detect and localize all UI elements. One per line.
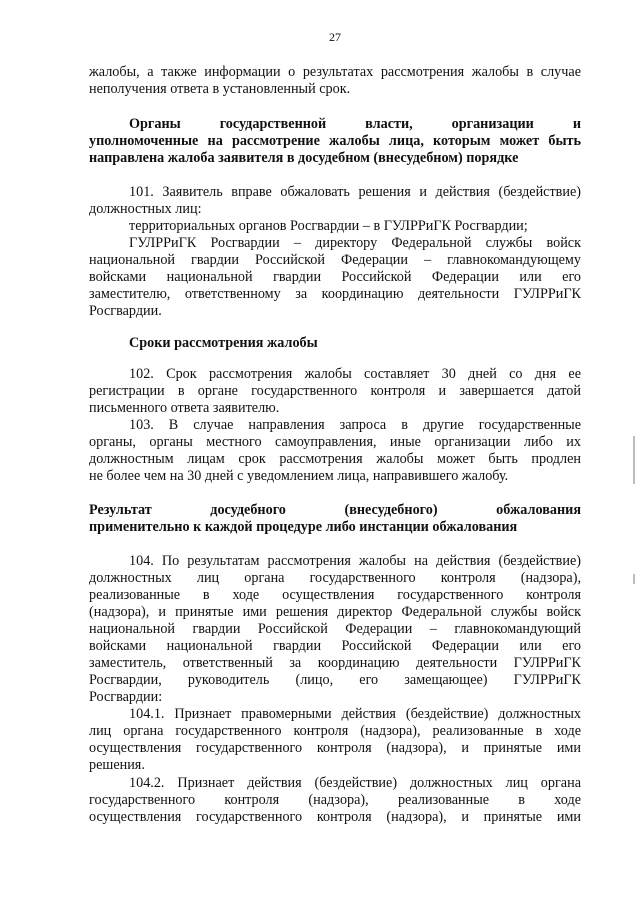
- paragraph-line: 104. По результатам рассмотрения жалобы на действия (бездействие): [129, 553, 581, 569]
- paragraph-line: осуществления государственного контроля (надзора), и принятые ими: [89, 740, 581, 756]
- section-heading-line: Органы государственной власти, организации и: [129, 116, 581, 132]
- paragraph-line: 104.2. Признает действия (бездействие) должностных лиц органа: [129, 775, 581, 791]
- paragraph-line: ГУЛРРиГК Росгвардии – директору Федеральной службы войск: [129, 235, 581, 251]
- paragraph-line: заместитель, ответственный за координацию деятельности ГУЛРРиГК: [89, 655, 581, 671]
- paragraph-line: национальной гвардии Российской Федерации – главнокомандующий: [89, 621, 581, 637]
- paragraph-line: решения.: [89, 757, 145, 773]
- paragraph-line: национальной гвардии Российской Федерации – главнокомандующему: [89, 252, 581, 268]
- paragraph-line: осуществления государственного контроля (надзора), и принятые ими: [89, 809, 581, 825]
- section-heading-line: Сроки рассмотрения жалобы: [129, 335, 318, 351]
- paragraph-line: реализованные в ходе осуществления государственного контроля: [89, 587, 581, 603]
- paragraph-line: неполучения ответа в установленный срок.: [89, 81, 351, 97]
- paragraph-line: должностным лицам срок рассмотрения жалобы может быть продлен: [89, 451, 581, 467]
- section-heading-line: Результат досудебного (внесудебного) обжалования: [89, 502, 581, 518]
- paragraph-line: войсками национальной гвардии Российской Федерации или его: [89, 638, 581, 654]
- paragraph-line: заместителю, ответственному за координацию деятельности ГУЛРРиГК: [89, 286, 581, 302]
- paragraph-line: Росгвардии.: [89, 303, 162, 319]
- paragraph-line: территориальных органов Росгвардии – в ГУЛРРиГК Росгвардии;: [129, 218, 528, 234]
- paragraph-line: (надзора), и принятые ими решения директор Федеральной службы войск: [89, 604, 581, 620]
- paragraph-line: войсками национальной гвардии Российской Федерации или его: [89, 269, 581, 285]
- paragraph-line: должностных лиц органа государственного контроля (надзора),: [89, 570, 581, 586]
- paragraph-line: письменного ответа заявителю.: [89, 400, 280, 416]
- paragraph-line: лиц органа государственного контроля (надзора), реализованные в ходе: [89, 723, 581, 739]
- section-heading-line: уполномоченные на рассмотрение жалобы лица, которым может быть: [89, 133, 581, 149]
- paragraph-line: не более чем на 30 дней с уведомлением лица, направившего жалобу.: [89, 468, 509, 484]
- page-number: 27: [329, 30, 341, 44]
- paragraph-line: 102. Срок рассмотрения жалобы составляет 30 дней со дня ее: [129, 366, 581, 382]
- paragraph-line: регистрации в органе государственного контроля и завершается датой: [89, 383, 581, 399]
- paragraph-line: должностных лиц:: [89, 201, 202, 217]
- section-heading-line: направлена жалоба заявителя в досудебном (внесудебном) порядке: [89, 150, 519, 166]
- scan-edge-mark: [633, 574, 635, 584]
- paragraph-line: Росгвардии:: [89, 689, 163, 705]
- paragraph-line: Росгвардии, руководитель (лицо, его замещающее) ГУЛРРиГК: [89, 672, 581, 688]
- scan-edge-mark: [633, 436, 635, 484]
- paragraph-line: органы, органы местного самоуправления, иные организации либо их: [89, 434, 581, 450]
- paragraph-line: 104.1. Признает правомерными действия (бездействие) должностных: [129, 706, 581, 722]
- section-heading-line: применительно к каждой процедуре либо инстанции обжалования: [89, 519, 518, 535]
- paragraph-line: жалобы, а также информации о результатах рассмотрения жалобы в случае: [89, 64, 581, 80]
- paragraph-line: государственного контроля (надзора), реализованные в ходе: [89, 792, 581, 808]
- paragraph-line: 101. Заявитель вправе обжаловать решения и действия (бездействие): [129, 184, 581, 200]
- paragraph-line: 103. В случае направления запроса в другие государственные: [129, 417, 581, 433]
